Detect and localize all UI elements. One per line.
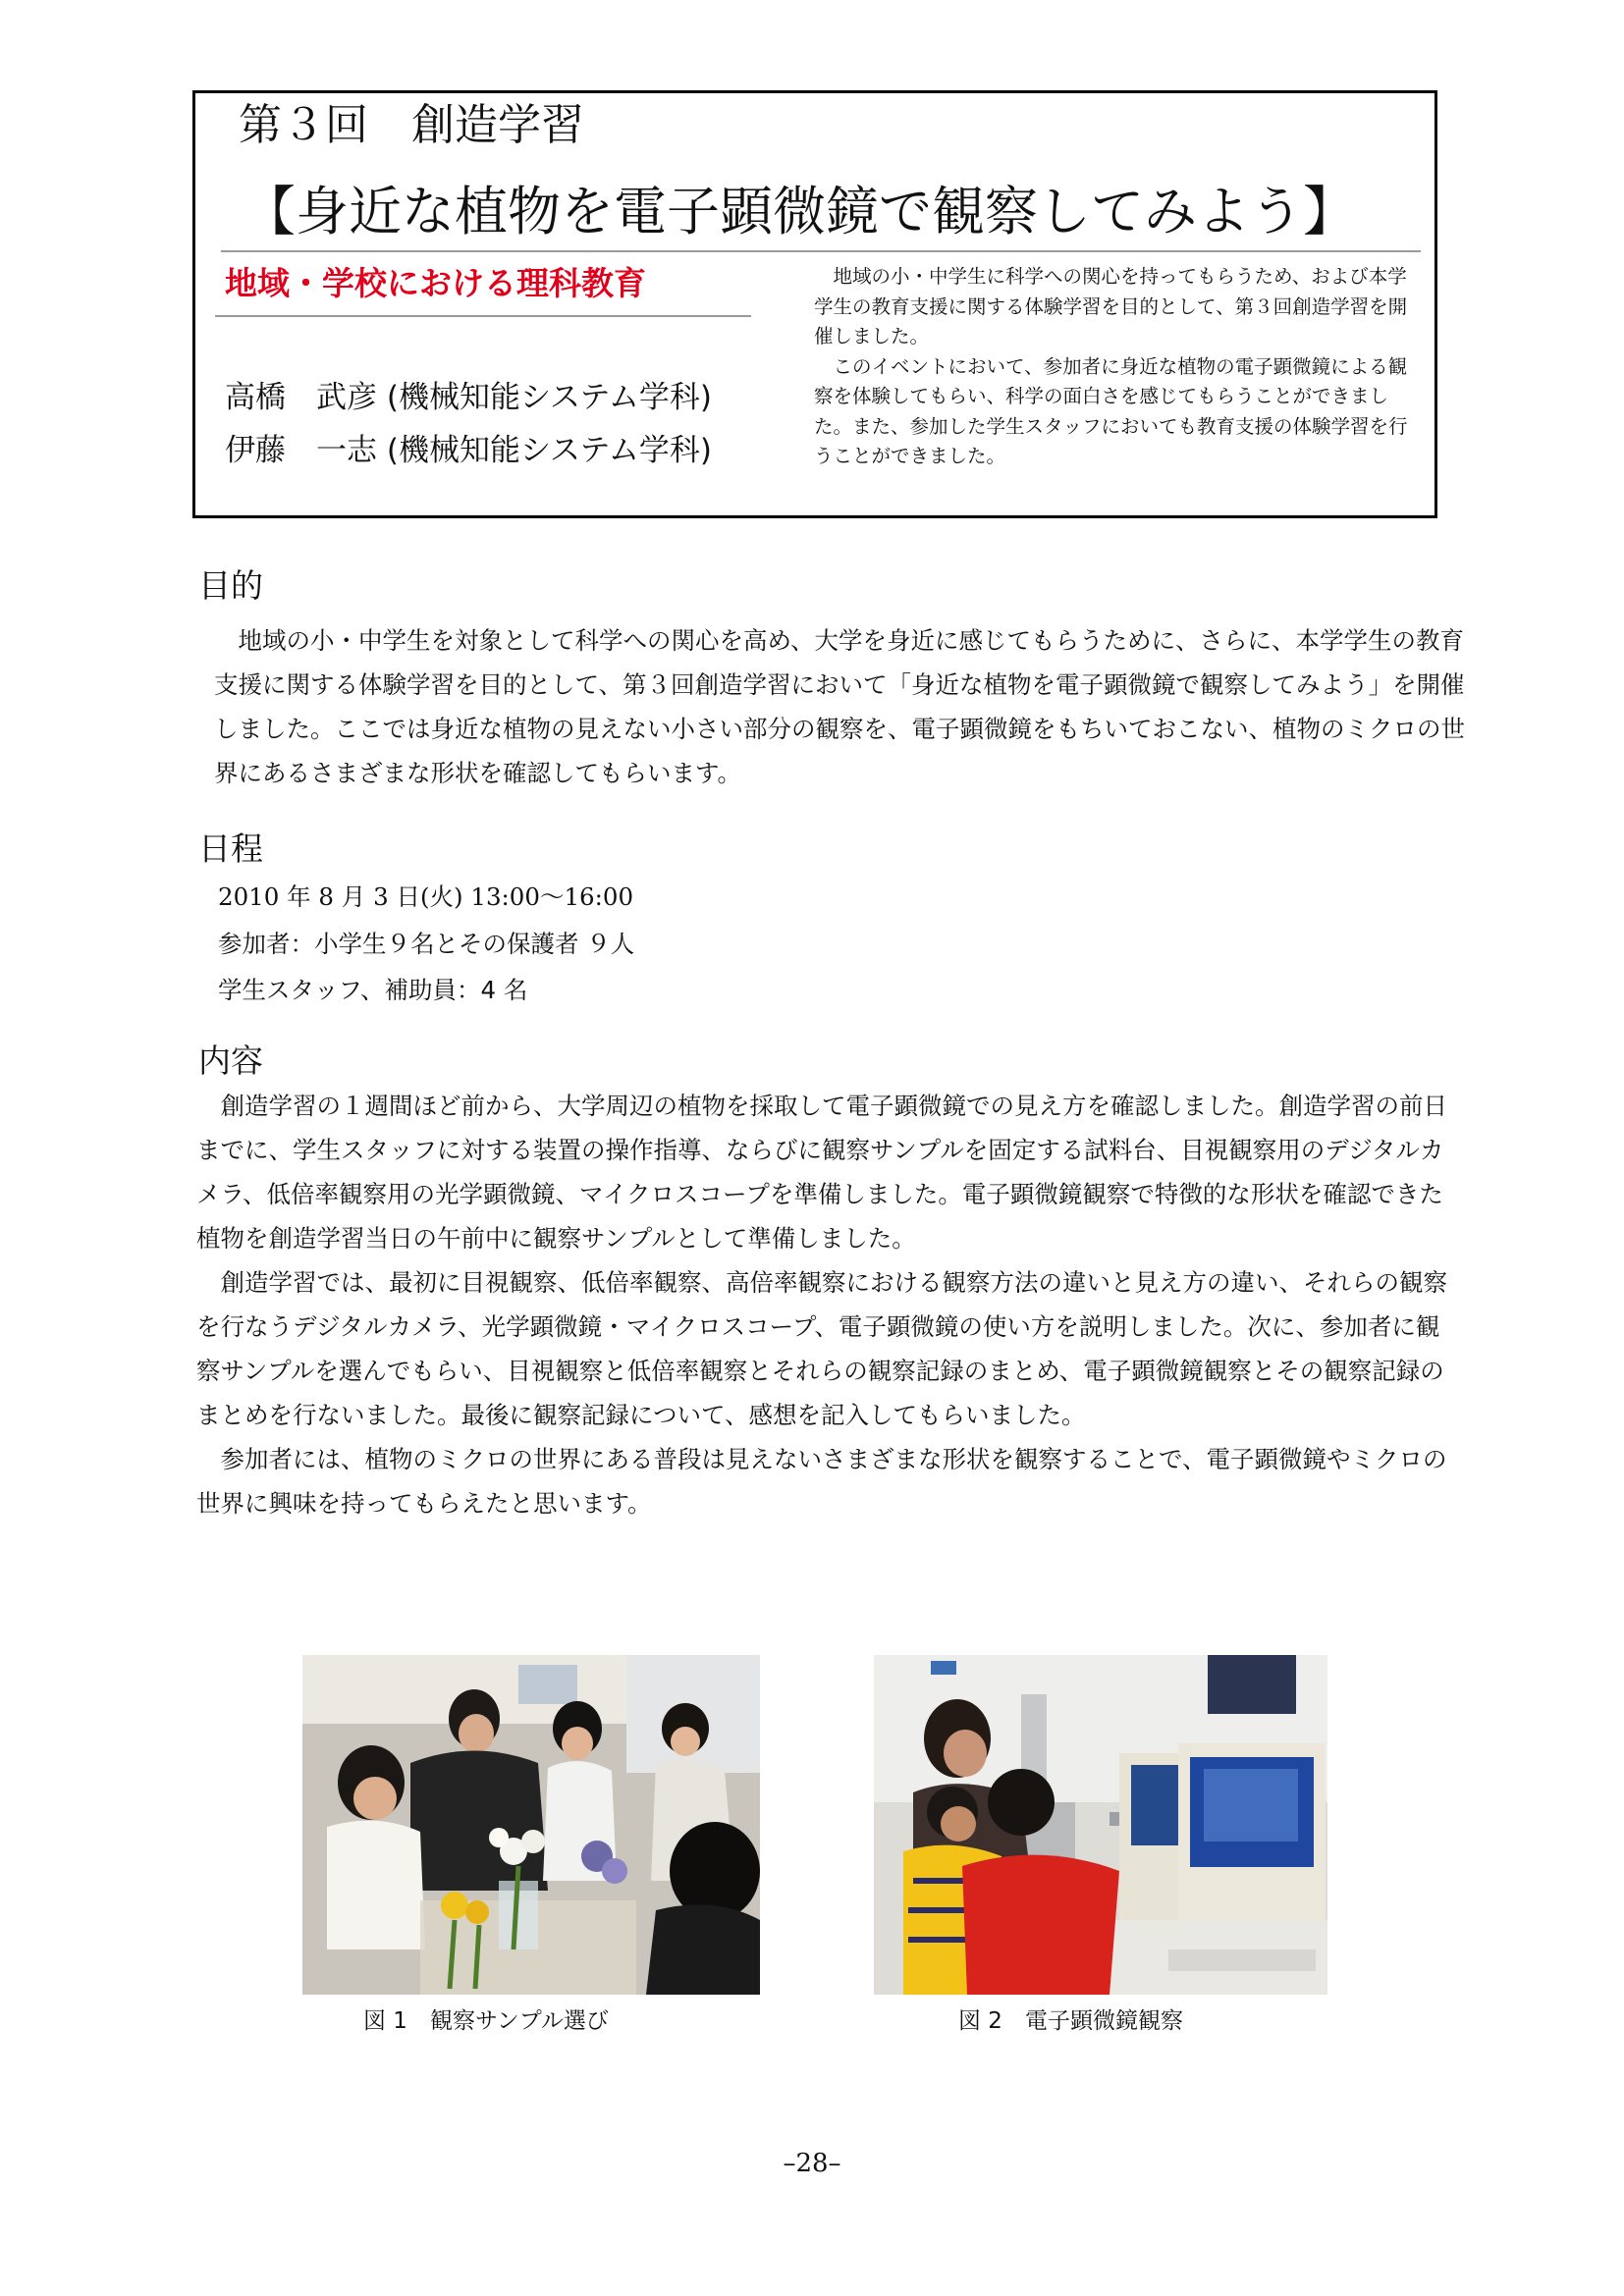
abstract-paragraph-2: このイベントにおいて、参加者に身近な植物の電子顕微鏡による観察を体験してもらい、科学の面白さを感じてもらうことができました。また、参加した学生スタッフにおいても教育支援の体験学習を行うことができました。 <box>814 354 1408 467</box>
author-1: 高橋 武彦 (機械知能システム学科) <box>225 380 712 415</box>
purpose-heading: 目的 <box>198 566 263 605</box>
sample-selection-photo <box>302 1655 760 1995</box>
purpose-text <box>214 618 1471 795</box>
schedule-staff: 学生スタッフ、補助員：4 名 <box>218 976 528 1004</box>
abstract <box>814 262 1413 472</box>
schedule-participants: 参加者：小学生９名とその保護者 ９人 <box>218 930 635 958</box>
figure-2-photo <box>874 1655 1327 1995</box>
page-number: –28– <box>783 2149 841 2178</box>
figure-1-photo <box>302 1655 760 1995</box>
schedule-date: 2010 年 8 月 3 日(火) 13:00～16:00 <box>218 882 634 911</box>
content-heading: 内容 <box>198 1041 263 1080</box>
page-title: 【身近な植物を電子顕微鏡で観察してみよう】 <box>243 181 1356 242</box>
author-2: 伊藤 一志 (機械知能システム学科) <box>225 433 712 468</box>
content-text <box>196 1084 1463 1525</box>
figure-2-caption: 図 2 電子顕微鏡観察 <box>958 2008 1183 2034</box>
content-paragraph-1: 創造学習の１週間ほど前から、大学周辺の植物を採取して電子顕微鏡での見え方を確認しました。創造学習の前日までに、学生スタッフに対する装置の操作指導、ならびに観察サンプルを固定する試料台、目視観察用のデジタルカメラ、低倍率観察用の光学顕微鏡、マイクロスコープを準備しました。電子顕微鏡観察で特徴的な形状を確認できた植物を創造学習当日の午前中に観察サンプルとして準備しました。 <box>196 1092 1447 1253</box>
content-paragraph-3: 参加者には、植物のミクロの世界にある普段は見えないさまざまな形状を観察することで、電子顕微鏡やミクロの世界に興味を持ってもらえたと思います。 <box>196 1445 1447 1518</box>
content-paragraph-2: 創造学習では、最初に目視観察、低倍率観察、高倍率観察における観察方法の違いと見え方の違い、それらの観察を行なうデジタルカメラ、光学顕微鏡・マイクロスコープ、電子顕微鏡の使い方を説明しました。次に、参加者に観察サンプルを選んでもらい、目視観察と低倍率観察とそれらの観察記録のまとめ、電子顕微鏡観察とその観察記録のまとめを行ないました。最後に観察記録について、感想を記入してもらいました。 <box>196 1268 1447 1429</box>
header-box <box>192 90 1437 518</box>
purpose-paragraph: 地域の小・中学生を対象として科学への関心を高め、大学を身近に感じてもらうために、さらに、本学学生の教育支援に関する体験学習を目的として、第３回創造学習において「身近な植物を電子顕微鏡で観察してみよう」を開催しました。ここでは身近な植物の見えない小さい部分の観察を、電子顕微鏡をもちいておこない、植物のミクロの世界にあるさまざまな形状を確認してもらいます。 <box>214 626 1465 787</box>
abstract-paragraph-1: 地域の小・中学生に科学への関心を持ってもらうため、および本学学生の教育支援に関する体験学習を目的として、第３回創造学習を開催しました。 <box>814 265 1408 347</box>
subtitle-divider <box>215 315 751 317</box>
figure-1-caption: 図 1 観察サンプル選び <box>363 2008 609 2034</box>
event-number: 第３回 創造学習 <box>239 100 584 150</box>
title-divider <box>221 250 1421 252</box>
microscope-observation-photo <box>874 1655 1327 1995</box>
schedule-heading: 日程 <box>198 829 263 868</box>
subtitle: 地域・学校における理科教育 <box>225 264 646 302</box>
